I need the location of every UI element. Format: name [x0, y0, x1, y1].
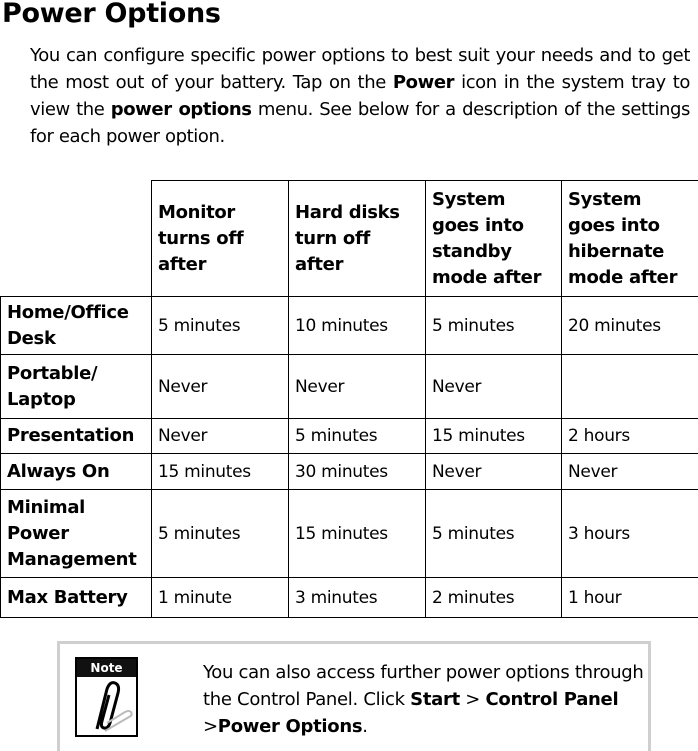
note-paperclip-icon — [75, 657, 138, 737]
note-text-part: > — [460, 689, 486, 710]
table-row — [1, 490, 698, 578]
table-cell: Never — [152, 419, 289, 454]
table-cell: 3 hours — [562, 490, 698, 578]
corner-cell — [1, 181, 152, 297]
table-cell: Never — [426, 454, 562, 490]
table-cell: 15 minutes — [426, 419, 562, 454]
note-tag: Note — [77, 659, 136, 677]
note-text-part: . — [362, 716, 367, 737]
column-header: Hard disks turn off after — [289, 181, 426, 297]
note-text — [203, 659, 653, 740]
table-cell: 10 minutes — [289, 297, 426, 355]
table-cell: Never — [152, 355, 289, 419]
row-label: Portable/ Laptop — [1, 355, 152, 419]
intro-text: icon in the system tray to view the — [30, 72, 690, 120]
control-panel-term: Control Panel — [486, 689, 619, 710]
power-term: Power — [393, 72, 454, 93]
column-header: Monitor turns off after — [152, 181, 289, 297]
note-box — [57, 641, 651, 751]
table-cell: Never — [426, 355, 562, 419]
power-options-table — [0, 180, 698, 618]
paperclip-icon — [77, 677, 136, 735]
table-cell: 30 minutes — [289, 454, 426, 490]
table-cell: 5 minutes — [152, 297, 289, 355]
table-cell: 2 hours — [562, 419, 698, 454]
column-header: System goes into standby mode after — [426, 181, 562, 297]
row-label: Always On — [1, 454, 152, 490]
start-term: Start — [410, 689, 460, 710]
table-cell: 3 minutes — [289, 578, 426, 618]
table-row — [1, 297, 698, 355]
intro-paragraph — [30, 42, 690, 150]
power-options-term: power options — [111, 99, 252, 120]
row-label: Presentation — [1, 419, 152, 454]
table-header-row — [1, 181, 698, 297]
table-cell: 2 minutes — [426, 578, 562, 618]
intro-text: You can configure specific power options to best suit your needs and to get the most out of your battery. Tap on the — [30, 45, 690, 93]
table-row — [1, 454, 698, 490]
table-row — [1, 355, 698, 419]
table-cell: Never — [562, 454, 698, 490]
note-text-part: You can also access further power options through the Control Panel. Click — [203, 662, 644, 710]
table-cell: 1 minute — [152, 578, 289, 618]
table-row — [1, 578, 698, 618]
table-cell: 1 hour — [562, 578, 698, 618]
table-cell — [562, 355, 698, 419]
table-cell: 15 minutes — [289, 490, 426, 578]
row-label: Max Battery — [1, 578, 152, 618]
table-cell: Never — [289, 355, 426, 419]
table-cell: 5 minutes — [426, 297, 562, 355]
intro-text: menu. See below for a description of the settings for each power option. — [30, 99, 690, 147]
table-cell: 5 minutes — [289, 419, 426, 454]
page-title: Power Options — [2, 0, 221, 29]
table-cell: 20 minutes — [562, 297, 698, 355]
table-cell: 5 minutes — [152, 490, 289, 578]
column-header: System goes into hibernate mode after — [562, 181, 698, 297]
power-options-term: Power Options — [218, 716, 363, 737]
row-label: Home/Office Desk — [1, 297, 152, 355]
table-cell: 15 minutes — [152, 454, 289, 490]
table-row — [1, 419, 698, 454]
row-label: Minimal Power Management — [1, 490, 152, 578]
note-text-part: > — [203, 716, 218, 737]
table-cell: 5 minutes — [426, 490, 562, 578]
